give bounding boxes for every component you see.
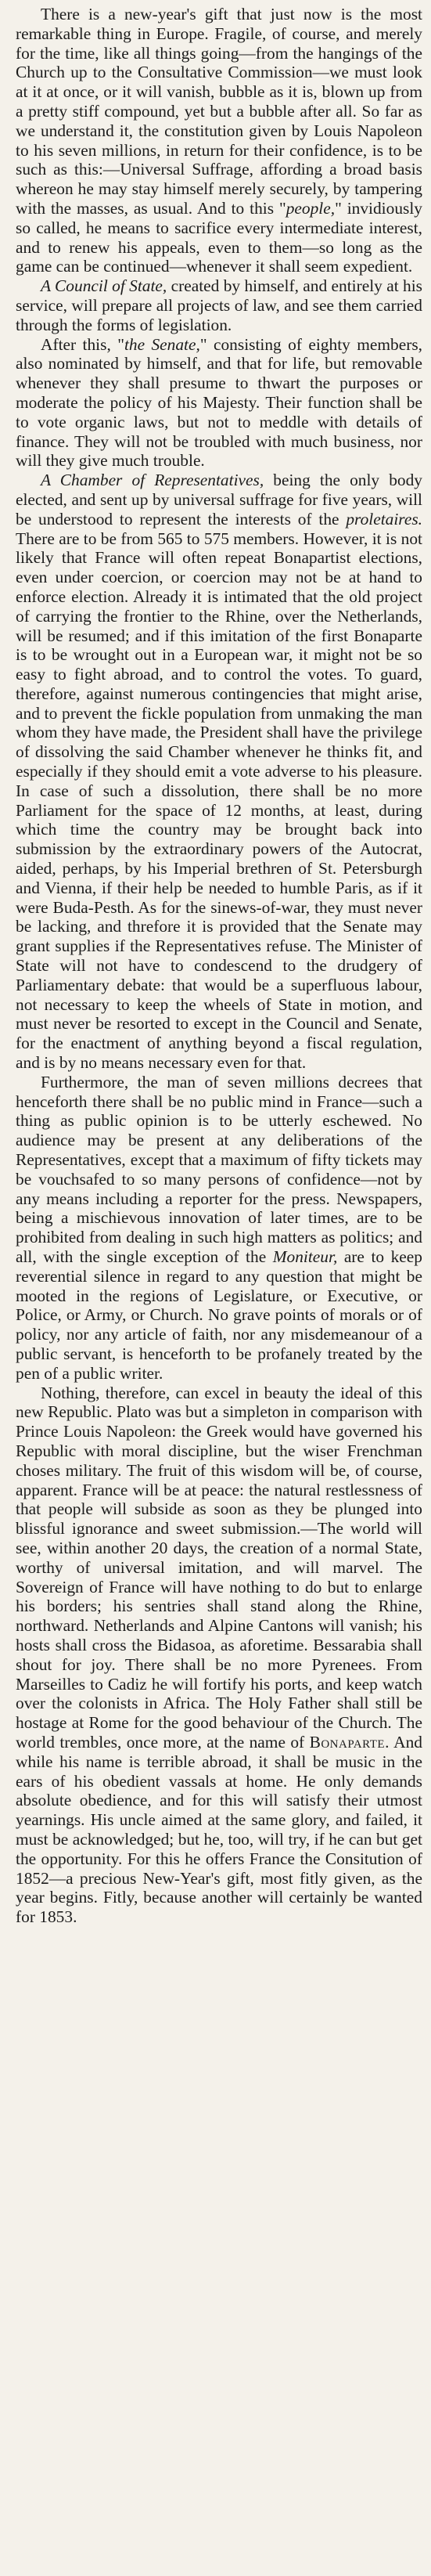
text-run: Nothing, therefore, can excel in beauty the ideal of this new Republic. Plato was but a simpleton in comparison with Prince Louis Napoleon: the Greek would have governed his Republic with moral discipline, but the wiser Frenchman choses military. The fruit of this wisdom will be, of course, apparent. France will be at peace: the natural restlessness of that people will subside as soon as they be plunged into blissful ignorance and sweet submission.—The world will see, within another 20 days, the creation of a normal State, worthy of universal imitation, and will marvel. The Sovereign of France will have nothing to do but to enlarge his borders; his sentries shall stand along the Rhine, northward. Netherlands and Alpine Cantons will vanish; his hosts shall cross the Bidasoa, as aforetime. Bessarabia shall shout for joy. There shall be no more Pyrenees. From Marseilles to Cadiz he will fortify his ports, and keep watch over the colonists in Africa. The Holy Father shall still be hostage at Rome for the good behaviour of the Church. The world trembles, once more, at the name of	[16, 1383, 422, 1752]
text-run: Furthermore, the man of seven millions decrees that henceforth there shall be no public mind in France—such a thing as public opinion is to be utterly eschewed. No audience may be present at any deliberations of the Representatives, except that a maximum of fifty tickets may be vouchsafed to so many persons of confidence—not by any means including a reporter for the press. Newspapers, being a mischievous innovation of later times, are to be prohibited from dealing in such high matters as politics; and all, with the single exception of the	[16, 1072, 422, 1266]
text-run: the Senate,	[124, 334, 200, 354]
paragraph-council-of-state	[16, 276, 422, 334]
text-run: proletaires.	[346, 509, 422, 529]
text-run: created by himself, and entirely at his service, will prepare all projects of law, and see them carried through the forms of legislation.	[16, 276, 422, 334]
text-run: A Chamber of Representatives,	[41, 471, 264, 490]
paragraph-new-republic	[16, 1384, 422, 1927]
text-run: " consisting of eighty members, also nominated by himself, and that for life, but removable whenever they shall presume to thwart the purposes or moderate the policy of his Majesty. Their function shall be to vote organic laws, but not to meddle with details of finance. They will not be troubled with much business, nor will they give much trouble.	[16, 334, 422, 471]
text-run: are to keep reverential silence in regard to any question that might be mooted in the regions of Legislature, or Executive, or Police, or Army, or Church. No grave points of morals or of policy, nor any article of faith, nor any misdemeanour of a public servant, is henceforth to be profanely treated by the pen of a public writer.	[16, 1247, 422, 1383]
text-run: A Council of State,	[41, 276, 167, 296]
paragraph-senate	[16, 335, 422, 471]
paragraph-chamber-of-representatives	[16, 471, 422, 1073]
text-run: There is a new-year's gift that just now is the most remarkable thing in Europe. Fragile, of course, and merely for the time, like all things going—from the hangings of the Church up to the Consultative Commission—we must look at it at once, or it will vanish, bubble as it is, blown up from a pretty stiff compound, yet but a bubble after all. So far as we understand it, the constitution given by Louis Napoleon to his seven millions, in return for their confidence, is to be such as this:—Universal Suffrage, affording a broad basis whereon he may stay himself merely securely, by tampering with the masses, as usual. And to this "	[16, 5, 422, 218]
text-run: " invidiously so called, he means to sacrifice every intermediate interest, and to renew his appeals, even to them—so long as the game can be continued—whenever it shall seem expedient.	[16, 198, 422, 276]
article-column	[16, 5, 422, 1927]
text-run: And while his name is terrible abroad, it shall be music in the ears of his obedient vassals at home. He only demands absolute obedience, and for this will satisfy their utmost yearnings. His uncle aimed at the same glory, and failed, it must be acknowledged; but he, too, will try, if he can but get the opportunity. For this he offers France the Consitution of 1852—a precious New-Year's gift, most fitly given, as the year begins. Fitly, because another will certainly be wanted for 1853.	[16, 1732, 422, 1927]
text-run: Moniteur,	[272, 1247, 338, 1266]
text-run: After this, "	[41, 334, 124, 354]
text-run: being the only body elected, and sent up by universal suffrage for five years, will be understood to represent the interests of the	[16, 471, 422, 529]
text-run: people,	[286, 198, 336, 218]
paragraph-public-mind	[16, 1073, 422, 1384]
text-run: There are to be from 565 to 575 members. However, it is not likely that France will often repeat Bonapartist elections, even under coercion, or coercion may not be at hand to enforce election. Already it is intimated that the old project of carrying the frontier to the Rhine, over the Netherlands, will be resumed; and if this imitation of the first Bonaparte is to be wrought out in a European war, it might not be so easy to fight abroad, and to control the votes. To guard, therefore, against numerous contingencies that might arise, and to prevent the fickle population from unmaking the man whom they have made, the President shall have the privilege of dissolving the said Chamber whenever he thinks fit, and especially if they should emit a vote adverse to his pleasure. In case of such a dissolution, there shall be no more Parliament for the space of 12 months, at least, during which time the country may be brought back into submission by the extraordinary powers of the Autocrat, aided, perhaps, by his Imperial brethren of St. Petersburgh and Vienna, if their help be needed to humble Paris, as if it were Buda-Pesth. As for the sinews-of-war, they must never be lacking, and threfore it is provided that the Senate may grant supplies if the Representatives refuse. The Minister of State will not have to condescend to the drudgery of Parliamentary debate: that would be a superfluous labour, not necessary to keep the wheels of State in motion, and must never be resorted to except in the Council and Senate, for the enactment of anything beyond a fiscal regulation, and is by no means necessary even for that.	[16, 529, 422, 1073]
paragraph-new-years-gift	[16, 5, 422, 276]
text-run: Bonaparte.	[309, 1732, 390, 1752]
